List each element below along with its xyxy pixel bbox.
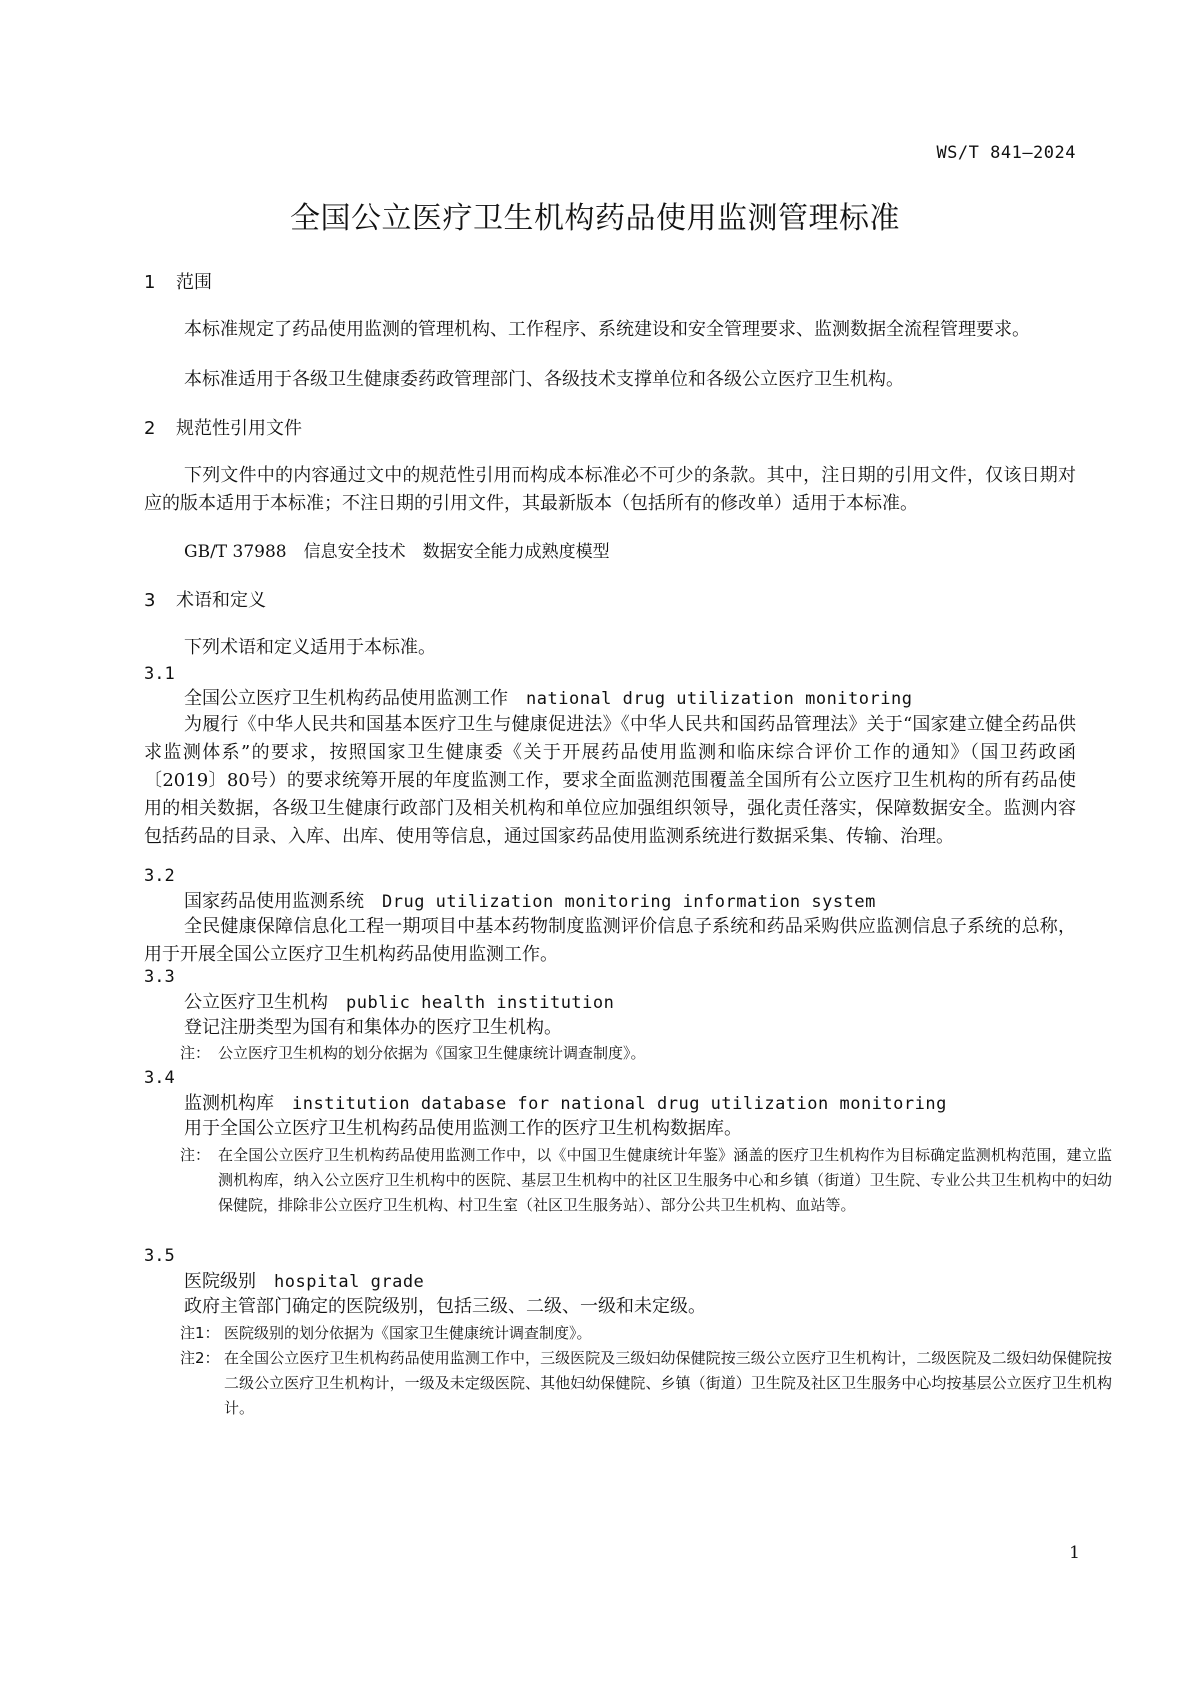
note-text: 医院级别的划分依据为《国家卫生健康统计调查制度》。	[224, 1324, 592, 1342]
term-number: 3.5	[144, 1246, 175, 1266]
term-entry	[144, 1090, 1116, 1118]
term-definition: 全民健康保障信息化工程一期项目中基本药物制度监测评价信息子系统和药品采购供应监测信息子系统的总称，用于开展全国公立医疗卫生机构药品使用监测工作。	[144, 916, 1076, 965]
term-entry	[144, 1268, 1116, 1296]
section-title: 规范性引用文件	[176, 418, 302, 439]
term-number: 3.2	[144, 866, 175, 886]
page-number: 1	[1069, 1543, 1080, 1563]
section-number: 2	[144, 418, 156, 439]
section-title: 术语和定义	[176, 590, 266, 611]
note-text: 在全国公立医疗卫生机构药品使用监测工作中，以《中国卫生健康统计年鉴》涵盖的医疗卫生机构作为目标确定监测机构范围，建立监测机构库，纳入公立医疗卫生机构中的医院、基层卫生机构中的社区卫生服务中心和乡镇（街道）卫生院、专业公共卫生机构中的妇幼保健院，排除非公立医疗卫生机构、村卫生室（社区卫生服务站）、部分公共卫生机构、血站等。	[218, 1146, 1112, 1214]
term-definition: 用于全国公立医疗卫生机构药品使用监测工作的医疗卫生机构数据库。	[184, 1118, 742, 1139]
paragraph: 本标准适用于各级卫生健康委药政管理部门、各级技术支撑单位和各级公立医疗卫生机构。	[184, 369, 904, 390]
paragraph: 下列文件中的内容通过文中的规范性引用而构成本标准必不可少的条款。其中，注日期的引用文件，仅该日期对应的版本适用于本标准；不注日期的引用文件，其最新版本（包括所有的修改单）适用于本标准。	[144, 465, 1076, 514]
term-number: 3.1	[144, 664, 175, 684]
document-code: WS/T 841—2024	[936, 143, 1076, 163]
note-text: 在全国公立医疗卫生机构药品使用监测工作中，三级医院及三级妇幼保健院按三级公立医疗卫生机构计，二级医院及二级妇幼保健院按二级公立医疗卫生机构计，一级及未定级医院、其他妇幼保健院、乡镇（街道）卫生院及社区卫生服务中心均按基层公立医疗卫生机构计。	[224, 1349, 1112, 1417]
term-english: hospital grade	[274, 1272, 425, 1292]
section-number: 3	[144, 590, 156, 611]
term-entry	[144, 888, 1116, 916]
term-chinese: 医院级别	[184, 1271, 256, 1292]
section-title: 范围	[176, 272, 212, 293]
note-label: 注2：	[180, 1349, 220, 1367]
section-heading-1	[144, 270, 1076, 296]
note	[144, 1346, 1112, 1421]
term-english: public health institution	[346, 993, 615, 1013]
term-number: 3.4	[144, 1068, 175, 1088]
section-heading-3	[144, 588, 1076, 614]
term-chinese: 全国公立医疗卫生机构药品使用监测工作	[184, 688, 508, 709]
normative-reference: GB/T 37988 信息安全技术 数据安全能力成熟度模型	[184, 542, 610, 562]
note	[144, 1321, 1112, 1346]
term-entry	[144, 989, 1116, 1017]
term-entry	[144, 685, 1116, 713]
term-chinese: 国家药品使用监测系统	[184, 891, 364, 912]
note-text: 公立医疗卫生机构的划分依据为《国家卫生健康统计调查制度》。	[218, 1044, 646, 1062]
section-number: 1	[144, 272, 156, 293]
term-number: 3.3	[144, 967, 175, 987]
paragraph: 本标准规定了药品使用监测的管理机构、工作程序、系统建设和安全管理要求、监测数据全流程管理要求。	[184, 319, 1030, 340]
paragraph: 下列术语和定义适用于本标准。	[184, 637, 436, 658]
term-definition: 为履行《中华人民共和国基本医疗卫生与健康促进法》《中华人民共和国药品管理法》关于“国家建立健全药品供求监测体系”的要求，按照国家卫生健康委《关于开展药品使用监测和临床综合评价工作的通知》（国卫药政函〔2019〕80号）的要求统筹开展的年度监测工作，要求全面监测范围覆盖全国所有公立医疗卫生机构的所有药品使用的相关数据，各级卫生健康行政部门及相关机构和单位应加强组织领导，强化责任落实，保障数据安全。监测内容包括药品的目录、入库、出库、使用等信息，通过国家药品使用监测系统进行数据采集、传输、治理。	[144, 714, 1076, 847]
section-heading-2	[144, 416, 1076, 442]
term-definition: 政府主管部门确定的医院级别，包括三级、二级、一级和未定级。	[184, 1296, 706, 1317]
note-label: 注：	[180, 1044, 211, 1062]
term-english: national drug utilization monitoring	[526, 689, 913, 709]
term-english: Drug utilization monitoring information system	[382, 892, 876, 912]
term-definition: 登记注册类型为国有和集体办的医疗卫生机构。	[184, 1017, 562, 1038]
note	[144, 1143, 1112, 1218]
note-label: 注：	[180, 1146, 211, 1164]
term-chinese: 监测机构库	[184, 1093, 274, 1114]
term-english: institution database for national drug utilization monitoring	[292, 1094, 947, 1114]
note	[144, 1041, 1112, 1066]
term-chinese: 公立医疗卫生机构	[184, 992, 328, 1013]
note-label: 注1：	[180, 1324, 220, 1342]
document-title: 全国公立医疗卫生机构药品使用监测管理标准	[290, 201, 900, 236]
